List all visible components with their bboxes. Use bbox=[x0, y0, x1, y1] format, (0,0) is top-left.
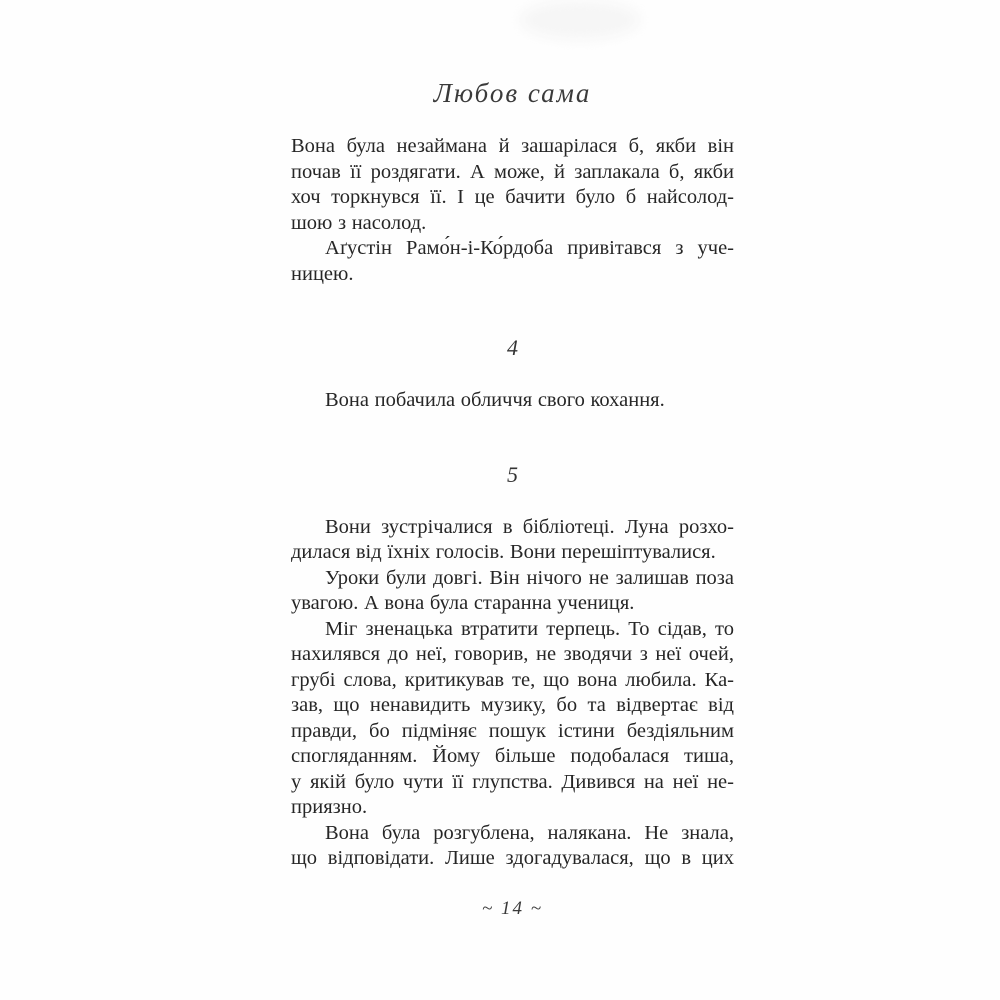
text-line: Вона побачила обличчя свого кохання. bbox=[325, 389, 665, 411]
paragraph bbox=[291, 388, 734, 414]
text-line: Уроки були довгі. Він нічого не залишав поза bbox=[325, 566, 734, 589]
text-line: Вони зустрічалися в бібліотеці. Луна розхо- bbox=[325, 515, 734, 538]
text-line: ницею. bbox=[291, 262, 354, 285]
paragraph bbox=[291, 566, 734, 617]
text-line: що відповідати. Лише здогадувалася, що в цих bbox=[291, 847, 734, 869]
text-line: хоч торкнувся її. І це бачити було б найсолод- bbox=[291, 186, 734, 208]
page-number: ~ 14 ~ bbox=[481, 898, 544, 919]
text-line: Вона була незаймана й зашарілася б, якби він bbox=[291, 135, 734, 157]
paragraph bbox=[291, 515, 734, 566]
text-line: спогляданням. Йому більше подобалася тиша, bbox=[291, 745, 734, 767]
text-line: Міг зненацька втратити терпець. То сідав, то bbox=[325, 617, 734, 640]
chapter-title: Любов сама bbox=[433, 78, 592, 108]
text-line: у якій було чути її глупства. Дивився на неї не- bbox=[291, 770, 734, 793]
text-block bbox=[291, 134, 734, 872]
text-line: увагою. А вона була старанна учениця. bbox=[291, 592, 635, 614]
text-line: грубі слова, критикував те, що вона любила. Ка- bbox=[291, 668, 734, 691]
text-line: дилася від їхніх голосів. Вони перешіптувалися. bbox=[291, 541, 716, 563]
text-line: нахилявся до неї, говорив, не зводячи з неї очей, bbox=[291, 643, 734, 665]
text-line: зав, що ненавидить музику, бо та відвертає від bbox=[291, 694, 734, 716]
text-line: приязно. bbox=[291, 796, 368, 818]
text-line: Аґустін Рамо́н-і-Ко́рдоба привітався з уче- bbox=[325, 237, 734, 259]
paragraph bbox=[291, 821, 734, 872]
text-line: шою з насолод. bbox=[291, 211, 427, 234]
section-number: 5 bbox=[507, 461, 518, 487]
paragraph bbox=[291, 236, 734, 287]
text-line: правди, бо підміняє пошук істини бездіяльним bbox=[291, 719, 734, 742]
text-line: Вона була розгублена, налякана. Не знала, bbox=[325, 821, 734, 844]
paragraph bbox=[291, 134, 734, 236]
paragraph bbox=[291, 617, 734, 821]
text-line: почав її роздягати. А може, й заплакала б, якби bbox=[291, 160, 734, 183]
section-number: 4 bbox=[507, 335, 518, 360]
scan-artifact bbox=[520, 0, 640, 40]
